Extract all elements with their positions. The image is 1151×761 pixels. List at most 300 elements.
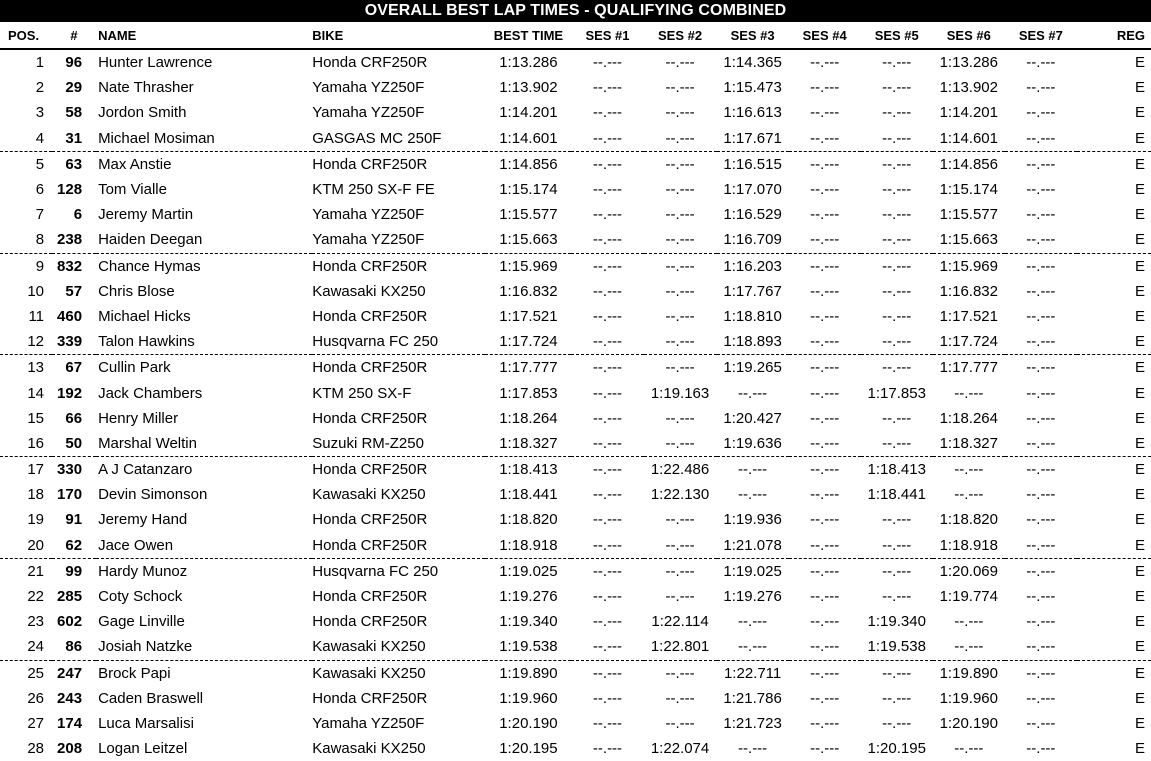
col-header-ses-7[interactable]: SES #7 [1005, 22, 1077, 49]
table-row [0, 533, 1151, 559]
cell-name: A J Catanzaro [98, 461, 193, 479]
table-row [0, 584, 1151, 609]
cell-ses-2: --.--- [644, 533, 717, 559]
cell-ses-5: --.--- [882, 282, 912, 300]
cell-ses-5: --.--- [882, 307, 912, 325]
cell-ses-1: --.--- [592, 257, 623, 275]
cell-pos: 5 [35, 155, 45, 173]
cell-bike: Kawasaki KX250 [312, 282, 426, 300]
cell-reg: E [1134, 689, 1145, 707]
cell-ses-7: --.--- [1005, 329, 1077, 355]
table-row [0, 355, 1151, 381]
cell-reg: E [1077, 329, 1151, 355]
cell-ses-6: 1:17.724 [933, 329, 1005, 355]
cell-ses-4: --.--- [810, 461, 840, 479]
cell-ses-1: --.--- [592, 409, 623, 427]
cell-ses-3: --.--- [738, 613, 768, 631]
cell-name: Devin Simonson [98, 486, 208, 504]
cell-ses-4: --.--- [810, 307, 840, 325]
header-row [0, 22, 1151, 49]
cell-ses-7: --.--- [1026, 511, 1056, 529]
col-header-ses-6[interactable]: SES #6 [933, 22, 1005, 49]
col-header-ses-2[interactable]: SES #2 [644, 22, 717, 49]
cell-ses-4: --.--- [810, 104, 840, 122]
cell-ses-7: --.--- [1005, 634, 1077, 660]
cell-ses-6: 1:15.969 [939, 257, 998, 275]
cell-ses-5: 1:19.340 [867, 613, 926, 631]
table-row [0, 49, 1151, 75]
cell-best-time: 1:18.264 [499, 409, 558, 427]
cell-ses-3: 1:18.893 [717, 329, 789, 355]
cell-ses-2: --.--- [665, 282, 695, 300]
cell-reg: E [1134, 54, 1145, 72]
cell-ses-3: 1:19.636 [717, 431, 789, 457]
cell-ses-1: --.--- [592, 79, 623, 97]
cell-best-time: 1:15.577 [499, 206, 558, 224]
cell-ses-1: --.--- [592, 181, 623, 199]
cell-number: 67 [65, 359, 83, 377]
cell-ses-2: --.--- [665, 181, 695, 199]
cell-ses-2: --.--- [644, 227, 717, 253]
cell-pos: 26 [27, 689, 45, 707]
cell-ses-3: 1:16.515 [723, 155, 782, 173]
cell-ses-2: --.--- [665, 409, 695, 427]
cell-ses-5: 1:18.413 [867, 461, 926, 479]
cell-pos: 10 [27, 282, 45, 300]
cell-pos: 13 [27, 359, 45, 377]
cell-ses-1: --.--- [592, 486, 623, 504]
cell-ses-6: 1:14.201 [939, 104, 998, 122]
cell-ses-5: --.--- [882, 155, 912, 173]
col-header-best-time[interactable]: BEST TIME [485, 22, 571, 49]
table-row [0, 558, 1151, 584]
cell-ses-5: --.--- [861, 533, 933, 559]
cell-ses-2: --.--- [665, 588, 695, 606]
cell-bike: Husqvarna FC 250 [312, 329, 485, 355]
cell-number: 238 [52, 227, 96, 253]
cell-ses-5: --.--- [861, 227, 933, 253]
cell-bike: Honda CRF250R [312, 461, 428, 479]
cell-ses-1: --.--- [592, 664, 623, 682]
cell-number: 170 [57, 486, 83, 504]
cell-name: Brock Papi [98, 664, 171, 682]
cell-ses-7: --.--- [1026, 359, 1056, 377]
cell-ses-2: --.--- [665, 664, 695, 682]
cell-ses-4: --.--- [810, 588, 840, 606]
cell-reg: E [1134, 714, 1145, 732]
cell-ses-6: --.--- [954, 613, 984, 631]
cell-ses-4: --.--- [810, 54, 840, 72]
cell-ses-3: 1:14.365 [723, 54, 782, 72]
cell-best-time: 1:13.286 [499, 54, 558, 72]
cell-ses-2: 1:22.801 [644, 634, 717, 660]
cell-pos: 8 [0, 227, 52, 253]
cell-best-time: 1:20.195 [499, 740, 558, 758]
cell-ses-6: 1:14.856 [939, 155, 998, 173]
cell-pos: 22 [27, 588, 45, 606]
col-header-bike[interactable]: BIKE [312, 22, 485, 49]
table-row [0, 482, 1151, 507]
cell-ses-4: --.--- [810, 409, 840, 427]
cell-name: Jeremy Hand [98, 511, 188, 529]
cell-ses-6: 1:18.327 [933, 431, 1005, 457]
cell-bike: Kawasaki KX250 [312, 634, 485, 660]
cell-ses-1: --.--- [571, 431, 643, 457]
cell-best-time: 1:15.174 [499, 181, 558, 199]
cell-ses-5: 1:18.441 [867, 486, 926, 504]
cell-ses-4: --.--- [810, 562, 840, 580]
cell-name: Chance Hymas [98, 257, 201, 275]
cell-pos: 15 [27, 409, 45, 427]
cell-ses-7: --.--- [1026, 206, 1056, 224]
cell-ses-4: --.--- [810, 486, 840, 504]
cell-ses-7: --.--- [1005, 126, 1077, 152]
cell-ses-7: --.--- [1026, 714, 1056, 732]
col-header-ses-3[interactable]: SES #3 [717, 22, 789, 49]
cell-ses-3: 1:16.613 [723, 104, 782, 122]
cell-ses-2: --.--- [665, 206, 695, 224]
cell-ses-7: --.--- [1026, 461, 1056, 479]
cell-ses-5: --.--- [882, 511, 912, 529]
table-row [0, 304, 1151, 329]
cell-ses-4: --.--- [810, 257, 840, 275]
cell-best-time: 1:18.441 [499, 486, 558, 504]
cell-ses-1: --.--- [592, 155, 623, 173]
cell-ses-2: --.--- [665, 79, 695, 97]
cell-reg: E [1134, 257, 1145, 275]
cell-ses-3: 1:15.473 [723, 79, 782, 97]
cell-number: 29 [65, 79, 83, 97]
cell-name: Luca Marsalisi [98, 714, 194, 732]
cell-bike: Honda CRF250R [312, 533, 485, 559]
cell-ses-1: --.--- [592, 104, 623, 122]
cell-best-time: 1:19.538 [485, 634, 571, 660]
cell-ses-4: --.--- [789, 126, 861, 152]
cell-ses-2: --.--- [644, 126, 717, 152]
cell-ses-6: 1:15.577 [939, 206, 998, 224]
cell-ses-6: --.--- [954, 486, 984, 504]
cell-best-time: 1:15.663 [485, 227, 571, 253]
table-row [0, 151, 1151, 177]
table-row [0, 457, 1151, 483]
cell-pos: 18 [27, 486, 45, 504]
table-row [0, 202, 1151, 227]
col-header-ses-4[interactable]: SES #4 [789, 22, 861, 49]
cell-ses-7: --.--- [1026, 282, 1056, 300]
cell-reg: E [1134, 155, 1145, 173]
table-row [0, 406, 1151, 431]
cell-ses-4: --.--- [810, 155, 840, 173]
cell-ses-5: --.--- [882, 79, 912, 97]
cell-name: Gage Linville [98, 613, 185, 631]
cell-number: 460 [57, 307, 83, 325]
cell-ses-1: --.--- [592, 613, 623, 631]
cell-pos: 17 [27, 461, 45, 479]
cell-ses-7: --.--- [1026, 486, 1056, 504]
cell-bike: Honda CRF250R [312, 511, 428, 529]
cell-name: Nate Thrasher [98, 79, 194, 97]
cell-ses-3: 1:21.786 [723, 689, 782, 707]
col-header-reg[interactable]: REG [1077, 22, 1151, 49]
cell-ses-2: --.--- [665, 511, 695, 529]
cell-ses-6: 1:15.663 [933, 227, 1005, 253]
cell-pos: 7 [35, 206, 45, 224]
cell-ses-7: --.--- [1026, 588, 1056, 606]
cell-ses-5: 1:19.538 [861, 634, 933, 660]
cell-ses-3: 1:17.767 [723, 282, 782, 300]
cell-number: 243 [57, 689, 83, 707]
cell-ses-6: --.--- [933, 634, 1005, 660]
cell-ses-3: 1:19.025 [723, 562, 782, 580]
cell-pos: 16 [0, 431, 52, 457]
cell-number: 31 [52, 126, 96, 152]
table-row [0, 634, 1151, 660]
cell-ses-4: --.--- [810, 206, 840, 224]
cell-number: 247 [57, 664, 83, 682]
cell-ses-4: --.--- [810, 714, 840, 732]
cell-number: 330 [57, 461, 83, 479]
cell-ses-6: 1:18.820 [939, 511, 998, 529]
cell-ses-1: --.--- [592, 54, 623, 72]
cell-pos: 28 [27, 740, 45, 758]
cell-name: Jack Chambers [98, 384, 203, 402]
cell-ses-5: 1:17.853 [867, 384, 926, 402]
cell-ses-4: --.--- [810, 359, 840, 377]
table-row [0, 279, 1151, 304]
cell-ses-1: --.--- [592, 714, 623, 732]
cell-best-time: 1:19.960 [499, 689, 558, 707]
cell-name: Josiah Natzke [96, 634, 312, 660]
cell-best-time: 1:14.601 [485, 126, 571, 152]
cell-name: Hunter Lawrence [98, 54, 213, 72]
col-header-pos[interactable]: POS. [0, 22, 52, 49]
cell-name: Michael Hicks [98, 307, 191, 325]
cell-ses-4: --.--- [810, 181, 840, 199]
cell-ses-7: --.--- [1005, 533, 1077, 559]
cell-ses-5: --.--- [882, 54, 912, 72]
cell-ses-5: --.--- [882, 714, 912, 732]
cell-reg: E [1077, 227, 1151, 253]
cell-ses-5: --.--- [882, 562, 912, 580]
col-header-ses-5[interactable]: SES #5 [861, 22, 933, 49]
cell-ses-3: --.--- [738, 486, 768, 504]
cell-name: Jordon Smith [98, 104, 187, 122]
cell-ses-2: 1:22.130 [650, 486, 710, 504]
cell-ses-7: --.--- [1026, 104, 1056, 122]
cell-ses-5: --.--- [882, 689, 912, 707]
table-row [0, 100, 1151, 125]
cell-bike: Honda CRF250R [312, 588, 428, 606]
cell-number: 208 [57, 740, 83, 758]
cell-bike: Honda CRF250R [312, 409, 428, 427]
cell-name: Caden Braswell [98, 689, 204, 707]
col-header-ses-1[interactable]: SES #1 [571, 22, 643, 49]
cell-ses-4: --.--- [789, 533, 861, 559]
cell-bike: Suzuki RM-Z250 [312, 431, 485, 457]
cell-bike: Honda CRF250R [312, 689, 428, 707]
cell-ses-7: --.--- [1005, 431, 1077, 457]
cell-reg: E [1077, 126, 1151, 152]
cell-name: Talon Hawkins [96, 329, 312, 355]
cell-number: 339 [52, 329, 96, 355]
cell-bike: Honda CRF250R [312, 54, 428, 72]
cell-number: 66 [65, 409, 83, 427]
cell-number: 128 [57, 181, 83, 199]
cell-ses-5: --.--- [861, 126, 933, 152]
cell-pos: 1 [35, 54, 45, 72]
cell-bike: Honda CRF250R [312, 613, 428, 631]
cell-name: Logan Leitzel [98, 740, 188, 758]
cell-reg: E [1134, 664, 1145, 682]
cell-ses-4: --.--- [810, 79, 840, 97]
cell-reg: E [1134, 206, 1145, 224]
cell-ses-2: --.--- [665, 54, 695, 72]
col-header-name[interactable]: NAME [96, 22, 312, 49]
cell-bike: Kawasaki KX250 [312, 486, 426, 504]
cell-reg: E [1134, 104, 1145, 122]
cell-best-time: 1:19.025 [499, 562, 558, 580]
cell-ses-7: --.--- [1026, 257, 1056, 275]
table-row [0, 177, 1151, 202]
cell-ses-1: --.--- [592, 359, 623, 377]
cell-ses-3: 1:16.709 [717, 227, 789, 253]
cell-ses-5: --.--- [882, 588, 912, 606]
cell-bike: Honda CRF250R [312, 155, 428, 173]
table-row [0, 227, 1151, 253]
cell-bike: KTM 250 SX-F [312, 384, 412, 402]
cell-number: 285 [57, 588, 83, 606]
table-row [0, 253, 1151, 279]
cell-ses-5: --.--- [882, 181, 912, 199]
cell-pos: 9 [35, 257, 45, 275]
cell-pos: 23 [27, 613, 45, 631]
cell-best-time: 1:19.890 [499, 664, 558, 682]
cell-ses-7: --.--- [1026, 664, 1056, 682]
cell-number: 50 [52, 431, 96, 457]
cell-ses-2: --.--- [665, 257, 695, 275]
cell-best-time: 1:17.853 [499, 384, 558, 402]
cell-name: Marshal Weltin [96, 431, 312, 457]
cell-ses-7: --.--- [1026, 409, 1056, 427]
table-row [0, 711, 1151, 736]
cell-best-time: 1:19.340 [499, 613, 558, 631]
cell-ses-4: --.--- [810, 689, 840, 707]
cell-number: 62 [52, 533, 96, 559]
cell-ses-3: 1:20.427 [723, 409, 782, 427]
cell-ses-4: --.--- [810, 613, 840, 631]
cell-best-time: 1:18.327 [485, 431, 571, 457]
cell-reg: E [1134, 181, 1145, 199]
cell-ses-2: --.--- [644, 329, 717, 355]
cell-ses-7: --.--- [1026, 307, 1056, 325]
cell-reg: E [1134, 307, 1145, 325]
page-title: OVERALL BEST LAP TIMES - QUALIFYING COMBINED [0, 0, 1151, 22]
cell-reg: E [1134, 384, 1145, 402]
cell-number: 832 [57, 257, 83, 275]
cell-ses-2: --.--- [665, 307, 695, 325]
cell-best-time: 1:18.820 [499, 511, 558, 529]
cell-ses-6: 1:19.890 [939, 664, 998, 682]
cell-pos: 6 [35, 181, 45, 199]
cell-ses-1: --.--- [592, 562, 623, 580]
cell-ses-3: 1:22.711 [723, 664, 782, 682]
cell-reg: E [1134, 282, 1145, 300]
cell-best-time: 1:13.902 [499, 79, 558, 97]
cell-number: 57 [65, 282, 83, 300]
cell-ses-1: --.--- [592, 511, 623, 529]
cell-bike: Honda CRF250R [312, 257, 428, 275]
cell-best-time: 1:19.276 [499, 588, 558, 606]
cell-ses-7: --.--- [1026, 79, 1056, 97]
col-header-number[interactable]: # [52, 22, 96, 49]
cell-ses-4: --.--- [789, 227, 861, 253]
cell-ses-2: 1:19.163 [650, 384, 710, 402]
cell-ses-3: 1:18.810 [723, 307, 782, 325]
cell-bike: Yamaha YZ250F [312, 227, 485, 253]
cell-ses-3: 1:21.078 [717, 533, 789, 559]
cell-ses-6: 1:20.190 [939, 714, 998, 732]
cell-number: 99 [65, 562, 83, 580]
cell-ses-1: --.--- [571, 227, 643, 253]
cell-ses-4: --.--- [789, 634, 861, 660]
cell-ses-5: --.--- [861, 329, 933, 355]
cell-bike: Kawasaki KX250 [312, 740, 426, 758]
cell-reg: E [1134, 486, 1145, 504]
cell-ses-1: --.--- [592, 384, 623, 402]
cell-name: Jace Owen [96, 533, 312, 559]
cell-reg: E [1077, 533, 1151, 559]
cell-ses-7: --.--- [1005, 227, 1077, 253]
cell-ses-3: 1:21.723 [723, 714, 782, 732]
cell-name: Tom Vialle [98, 181, 167, 199]
cell-number: 86 [52, 634, 96, 660]
cell-name: Michael Mosiman [96, 126, 312, 152]
cell-ses-6: 1:15.174 [939, 181, 998, 199]
cell-reg: E [1134, 79, 1145, 97]
cell-ses-3: 1:19.936 [723, 511, 782, 529]
cell-name: Coty Schock [98, 588, 183, 606]
cell-best-time: 1:14.201 [499, 104, 558, 122]
cell-ses-1: --.--- [592, 588, 623, 606]
results-table [0, 22, 1151, 761]
table-row [0, 431, 1151, 457]
cell-ses-4: --.--- [810, 511, 840, 529]
table-row [0, 736, 1151, 761]
cell-ses-3: 1:16.203 [723, 257, 782, 275]
cell-pos: 21 [27, 562, 45, 580]
cell-ses-1: --.--- [571, 634, 643, 660]
cell-best-time: 1:16.832 [499, 282, 558, 300]
cell-reg: E [1134, 511, 1145, 529]
cell-ses-7: --.--- [1026, 689, 1056, 707]
cell-ses-4: --.--- [810, 282, 840, 300]
cell-ses-2: --.--- [665, 104, 695, 122]
cell-ses-2: --.--- [644, 431, 717, 457]
cell-ses-6: 1:18.918 [933, 533, 1005, 559]
cell-reg: E [1077, 431, 1151, 457]
cell-pos: 12 [0, 329, 52, 355]
cell-ses-3: --.--- [738, 461, 768, 479]
cell-best-time: 1:18.918 [485, 533, 571, 559]
cell-bike: Yamaha YZ250F [312, 714, 425, 732]
cell-number: 174 [57, 714, 83, 732]
cell-ses-2: --.--- [665, 714, 695, 732]
cell-ses-1: --.--- [592, 206, 623, 224]
table-row [0, 660, 1151, 686]
cell-reg: E [1134, 613, 1145, 631]
cell-ses-3: 1:17.070 [723, 181, 782, 199]
cell-ses-2: --.--- [665, 155, 695, 173]
